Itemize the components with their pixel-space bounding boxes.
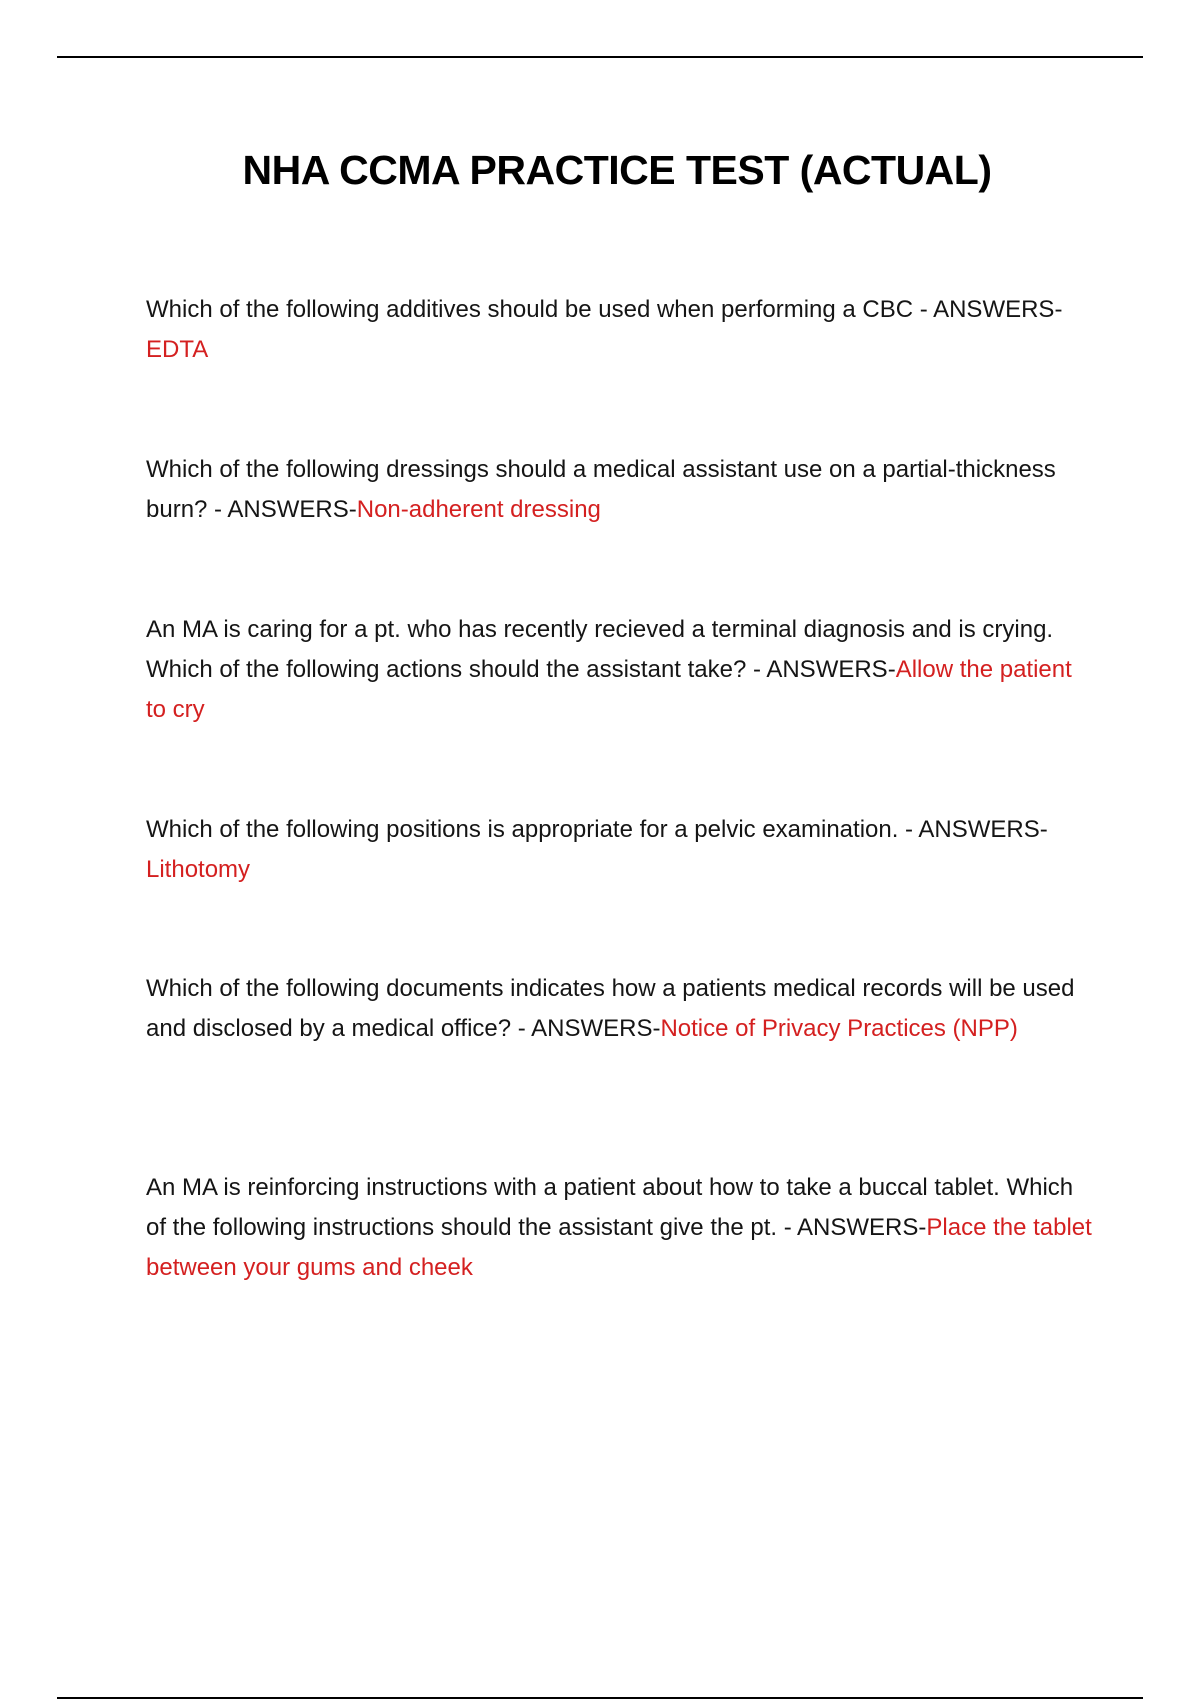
question-text: An MA is reinforcing instructions with a patient about how to take a buccal tablet. Which of the following instructions should the assistant give the pt. - ANSWERS-: [146, 1174, 1074, 1241]
qa-item: [146, 1168, 1096, 1288]
answer-text: Non-adherent dressing: [356, 496, 601, 523]
answer-text: Notice of Privacy Practices (NPP): [660, 1015, 1018, 1042]
answer-text: Lithotomy: [146, 856, 251, 883]
qa-item: [146, 450, 1096, 530]
qa-item: [146, 290, 1096, 370]
question-text: Which of the following dressings should a medical assistant use on a partial-thickness burn? - ANSWERS-: [146, 456, 1056, 523]
page-title: NHA CCMA PRACTICE TEST (ACTUAL): [242, 147, 992, 193]
question-text: Which of the following positions is appropriate for a pelvic examination. - ANSWERS-: [146, 816, 1048, 843]
top-rule: [57, 56, 1143, 58]
question-text: Which of the following documents indicates how a patients medical records will be used and disclosed by a medical office? - ANSWERS-: [146, 975, 1075, 1042]
answer-text: Allow the patient to cry: [146, 656, 1072, 723]
answer-text: EDTA: [146, 336, 209, 363]
qa-item: [146, 810, 1096, 890]
question-text: Which of the following additives should be used when performing a CBC - ANSWERS-: [146, 296, 1063, 323]
qa-item: [146, 969, 1096, 1049]
bottom-rule: [57, 1697, 1143, 1699]
question-text: An MA is caring for a pt. who has recently recieved a terminal diagnosis and is crying. Which of the following actions should the assistant take? - ANSWERS-: [146, 616, 1054, 683]
qa-item: [146, 610, 1096, 730]
answer-text: Place the tablet between your gums and cheek: [146, 1214, 1092, 1281]
